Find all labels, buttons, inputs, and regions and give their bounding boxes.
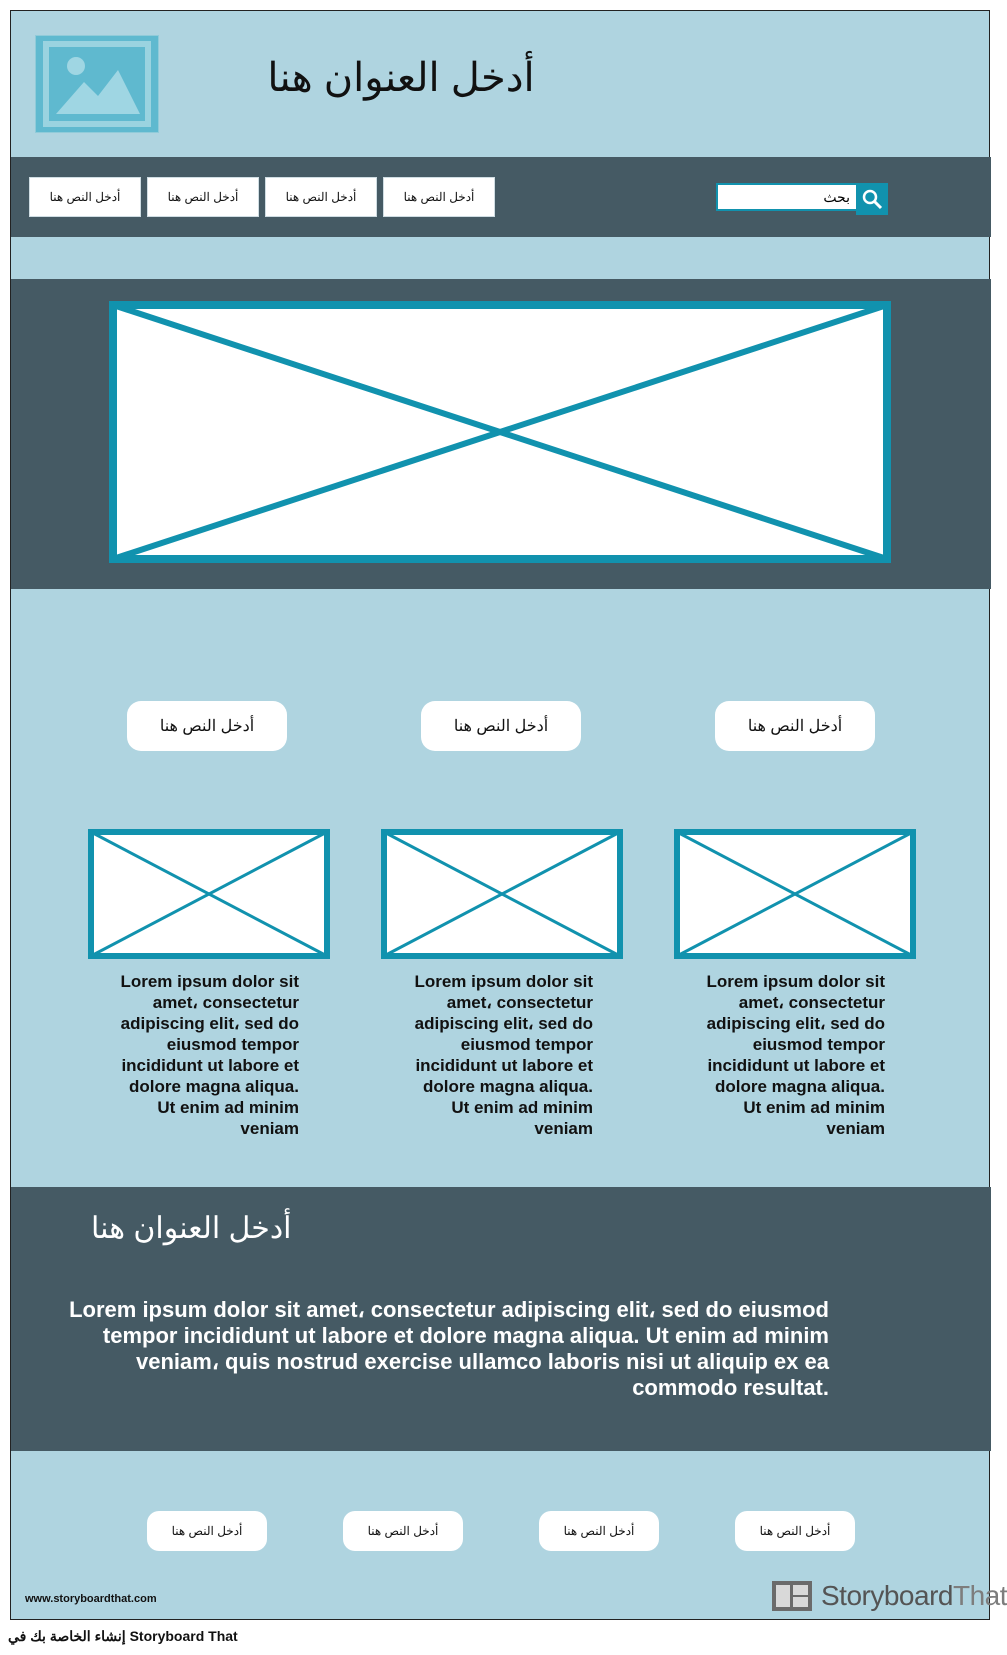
- site-title: أدخل العنوان هنا: [267, 56, 535, 100]
- image-icon: [36, 36, 158, 132]
- page-frame: [10, 10, 1007, 1620]
- search-input[interactable]: [718, 185, 856, 209]
- feature-pill-2[interactable]: أدخل النص هنا: [421, 701, 581, 751]
- hero-image-placeholder: [109, 301, 891, 563]
- placeholder-x-icon: [674, 829, 916, 959]
- feature-text-1: Lorem ipsum dolor sit amet، consectetur adipiscing elit، sed do eiusmod tempor incididunt ut labore et dolore magna aliqua. Ut enim ad minim veniam: [120, 972, 299, 1138]
- lower-band: [11, 1187, 991, 1451]
- placeholder-x-icon: [109, 301, 891, 563]
- nav-button-1[interactable]: أدخل النص هنا: [29, 177, 141, 217]
- footer-button-4[interactable]: أدخل النص هنا: [735, 1511, 855, 1551]
- placeholder-x-icon: [88, 829, 330, 959]
- section-body: Lorem ipsum dolor sit amet، consectetur adipiscing elit، sed do eiusmod tempor incididunt ut labore et dolore magna aliqua. Ut enim ad minim veniam، quis nostrud exercise ullamco laboris nisi ut aliquip ex ea commodo resultat.: [69, 1297, 829, 1400]
- feature-image-placeholder-2: [381, 829, 623, 959]
- search-box: [716, 183, 858, 211]
- brand-name: StoryboardThat: [821, 1580, 1007, 1611]
- footer-button-1[interactable]: أدخل النص هنا: [147, 1511, 267, 1551]
- nav-button-2[interactable]: أدخل النص هنا: [147, 177, 259, 217]
- nav-button-4[interactable]: أدخل النص هنا: [383, 177, 495, 217]
- feature-text-2: Lorem ipsum dolor sit amet، consectetur adipiscing elit، sed do eiusmod tempor incididunt ut labore et dolore magna aliqua. Ut enim ad minim veniam: [414, 972, 593, 1138]
- feature-image-placeholder-3: [674, 829, 916, 959]
- hero-band: [11, 279, 991, 589]
- footer-url[interactable]: www.storyboardthat.com: [25, 1593, 157, 1605]
- storyboard-logo-icon: [771, 1580, 813, 1612]
- search-icon: [861, 188, 883, 210]
- brand-logo: [771, 1576, 1007, 1616]
- nav-bar: [11, 157, 991, 237]
- feature-pill-3[interactable]: أدخل النص هنا: [715, 701, 875, 751]
- logo-image-placeholder: [35, 35, 159, 133]
- feature-text-3: Lorem ipsum dolor sit amet، consectetur adipiscing elit، sed do eiusmod tempor incididunt ut labore et dolore magna aliqua. Ut enim ad minim veniam: [706, 972, 885, 1138]
- footer-button-3[interactable]: أدخل النص هنا: [539, 1511, 659, 1551]
- section-title: أدخل العنوان هنا: [91, 1212, 292, 1245]
- feature-image-placeholder-1: [88, 829, 330, 959]
- footer-button-2[interactable]: أدخل النص هنا: [343, 1511, 463, 1551]
- credit-line: إنشاء الخاصة بك في Storyboard That: [8, 1628, 238, 1644]
- search-button[interactable]: [856, 183, 888, 215]
- placeholder-x-icon: [381, 829, 623, 959]
- nav-button-3[interactable]: أدخل النص هنا: [265, 177, 377, 217]
- feature-pill-1[interactable]: أدخل النص هنا: [127, 701, 287, 751]
